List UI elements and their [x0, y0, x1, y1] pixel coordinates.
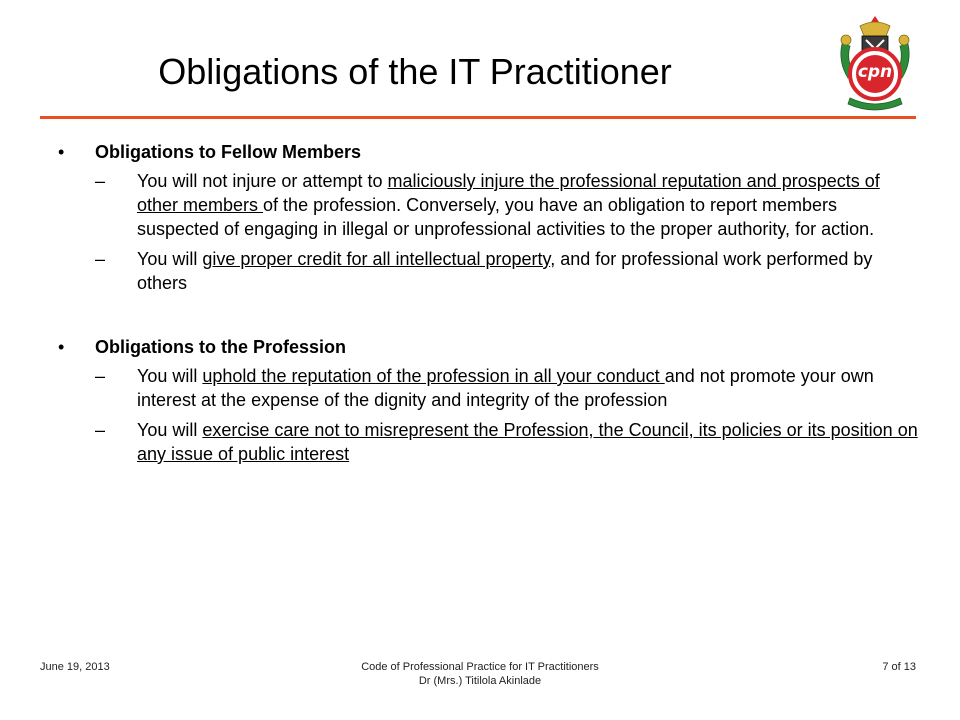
- dash-icon: –: [95, 249, 106, 269]
- bullet-icon: •: [58, 337, 65, 357]
- footer-author: Dr (Mrs.) Titilola Akinlade: [418, 675, 542, 687]
- bullet-icon: •: [58, 142, 65, 162]
- logo-text: cpn: [857, 62, 893, 82]
- item-text: You will not injure or attempt to: [137, 171, 388, 191]
- slide-title: Obligations of the IT Practitioner: [158, 51, 672, 92]
- list-item: [95, 169, 918, 241]
- item-emphasis: exercise care not to misrepresent the Profession, the Council, its policies or its position on any issue of public interest: [137, 420, 918, 464]
- item-emphasis: uphold the reputation of the profession in all your conduct: [202, 366, 665, 386]
- footer-date: June 19, 2013: [40, 661, 110, 673]
- item-emphasis: maliciously injure the professional reputation and prospects of other members: [137, 171, 880, 215]
- section-heading: Obligations to Fellow Members: [95, 142, 362, 162]
- item-text: You will: [137, 249, 203, 269]
- footer-center: [280, 660, 680, 688]
- item-text: You will: [137, 366, 203, 386]
- dash-icon: –: [95, 420, 106, 440]
- list-item: [95, 364, 918, 412]
- list-item: [95, 418, 918, 466]
- item-emphasis: give proper credit for all intellectual property: [202, 249, 551, 269]
- dash-icon: –: [95, 171, 106, 191]
- section-fellow-members: [58, 140, 918, 295]
- item-text: and not promote your own interest at the expense of the dignity and integrity of the profession: [137, 366, 874, 410]
- footer-page-number: 7 of 13: [882, 661, 916, 673]
- title-divider: [40, 116, 916, 119]
- slide-content: [58, 140, 918, 472]
- section-profession: [58, 335, 918, 466]
- list-item: [95, 247, 918, 295]
- item-text: of the profession. Conversely, you have an obligation to report members suspected of engaging in illegal or unprofessional activities to the proper authority, for action.: [137, 195, 875, 239]
- dash-icon: –: [95, 366, 106, 386]
- item-text: , and for professional work performed by others: [137, 249, 873, 293]
- footer-course-title: Code of Professional Practice for IT Practitioners: [361, 661, 599, 673]
- section-heading: Obligations to the Profession: [95, 337, 347, 357]
- item-text: You will: [137, 420, 203, 440]
